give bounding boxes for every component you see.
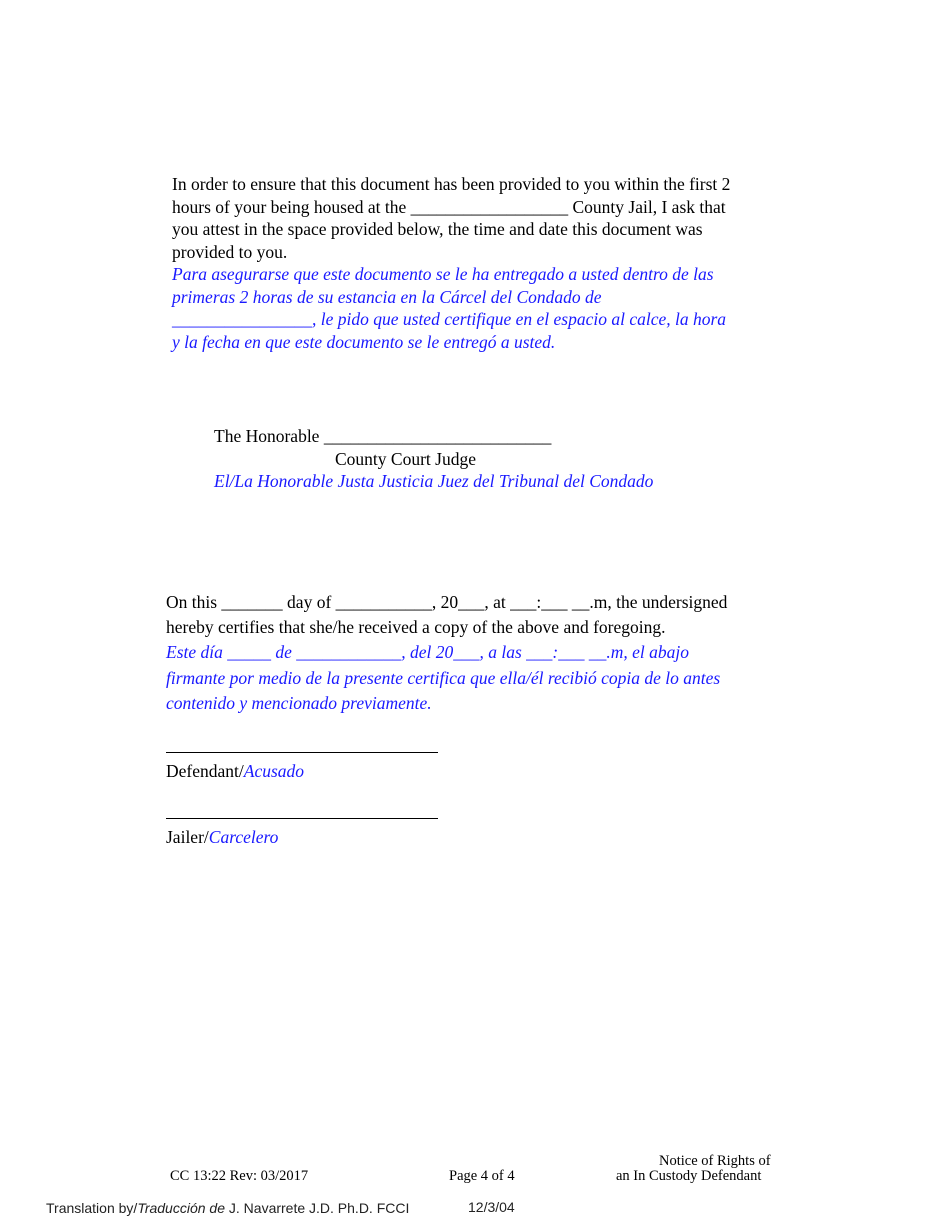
translation-es: Traducción de	[137, 1200, 225, 1216]
footer-title-line2: an In Custody Defendant	[616, 1168, 762, 1184]
jailer-signature-line[interactable]	[166, 818, 438, 819]
intro-es-line: primeras 2 horas de su estancia en la Cárcel del Condado de	[172, 286, 602, 307]
footer-form-code: CC 13:22 Rev: 03/2017	[170, 1168, 309, 1184]
judge-signature-block	[214, 425, 653, 493]
defendant-label-en: Defendant/	[166, 761, 244, 781]
jailer-label	[166, 826, 278, 849]
certification-en-line: hereby certifies that she/he received a copy of the above and foregoing.	[166, 617, 666, 637]
judge-title: County Court Judge	[335, 448, 476, 469]
translation-date: 12/3/04	[468, 1199, 515, 1215]
defendant-label	[166, 760, 304, 783]
intro-paragraph	[172, 173, 730, 353]
footer-title-line1: Notice of Rights of	[659, 1153, 771, 1169]
intro-en-line: provided to you.	[172, 241, 288, 262]
footer-page-number: Page 4 of 4	[449, 1168, 515, 1184]
certification-paragraph	[166, 590, 727, 717]
jailer-label-en: Jailer/	[166, 827, 209, 847]
intro-es-line: ________________, le pido que usted certifique en el espacio al calce, la hora	[172, 309, 727, 329]
jailer-label-es: Carcelero	[208, 827, 279, 847]
certification-es-line: Este día _____ de ____________, del 20___, a las ___:___ __.m, el abajo	[166, 642, 690, 662]
certification-en-line: On this _______ day of ___________, 20___, at ___:___ __.m, the undersigned	[166, 592, 728, 612]
defendant-label-es: Acusado	[243, 761, 305, 781]
certification-es-line: firmante por medio de la presente certifica que ella/él recibió copia de lo antes	[166, 667, 721, 688]
defendant-signature-line[interactable]	[166, 752, 438, 753]
judge-name-line: The Honorable __________________________	[214, 426, 552, 446]
certification-es-line: contenido y mencionado previamente.	[166, 693, 432, 713]
translator-name: J. Navarrete J.D. Ph.D. FCCI	[225, 1200, 410, 1216]
intro-en-line: hours of your being housed at the __________________ County Jail, I ask that	[172, 196, 726, 217]
translation-credit	[46, 1200, 409, 1216]
intro-es-line: y la fecha en que este documento se le entregó a usted.	[172, 331, 556, 352]
intro-en-line: you attest in the space provided below, the time and date this document was	[172, 219, 703, 239]
intro-en-line: In order to ensure that this document has been provided to you within the first 2	[172, 174, 731, 194]
translation-prefix: Translation by/	[46, 1200, 138, 1216]
intro-es-line: Para asegurarse que este documento se le ha entregado a usted dentro de las	[172, 264, 714, 284]
judge-title-es: El/La Honorable Justa Justicia Juez del Tribunal del Condado	[214, 471, 654, 491]
